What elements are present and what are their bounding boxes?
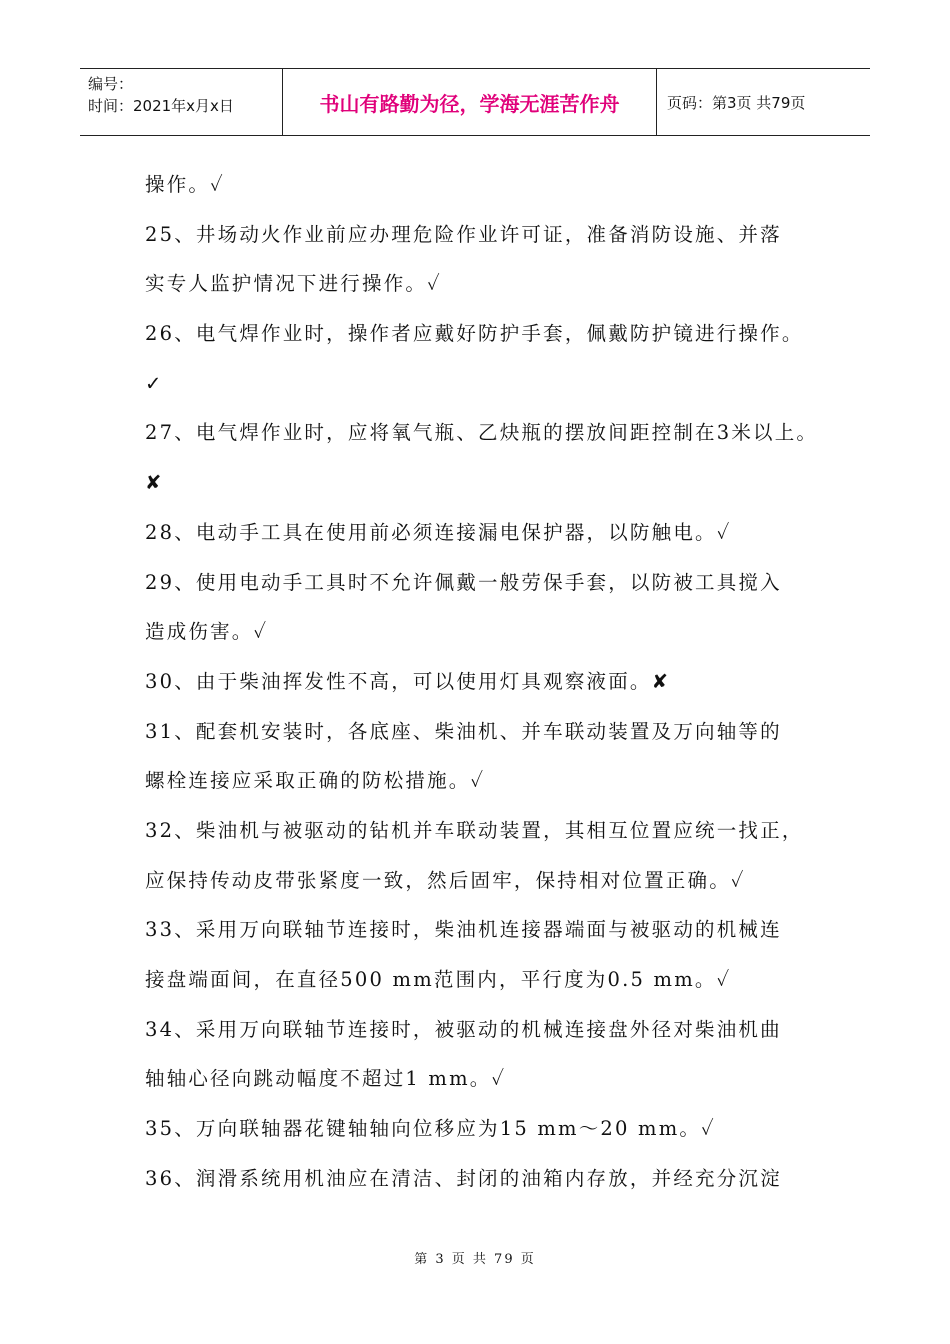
page-header (80, 68, 870, 136)
text-line: 应保持传动皮带张紧度一致，然后固牢，保持相对位置正确。✓ (145, 868, 746, 892)
text-line: 25、井场动火作业前应办理危险作业许可证，准备消防设施、并落 (145, 222, 782, 246)
header-page-info: 页码：第3页 共79页 (667, 93, 806, 112)
text-line: 35、万向联轴器花键轴轴向位移应为15 mm～20 mm。✓ (145, 1117, 716, 1141)
text-line: 接盘端面间，在直径500 mm范围内，平行度为0.5 mm。✓ (145, 968, 732, 991)
header-meta-cell (80, 69, 283, 135)
text-line: 32、柴油机与被驱动的钻机并车联动装置，其相互位置应统一找正， (145, 818, 804, 842)
text-line: 34、采用万向联轴节连接时，被驱动的机械连接盘外径对柴油机曲 (145, 1017, 782, 1041)
document-body (145, 160, 825, 1203)
document-date: 时间：2021年x月x日 (88, 97, 234, 115)
text-line: 实专人监护情况下进行操作。✓ (145, 272, 442, 296)
header-motto: 书山有路勤为径，学海无涯苦作舟 (283, 69, 657, 135)
text-line: 31、配套机安装时，各底座、柴油机、并车联动装置及万向轴等的 (145, 719, 782, 743)
text-line: 26、电气焊作业时，操作者应戴好防护手套，佩戴防护镜进行操作。 (145, 322, 804, 346)
text-line: 造成伤害。✓ (145, 620, 269, 644)
page-footer: 第 3 页 共 79 页 (414, 1252, 536, 1267)
text-line: 30、由于柴油挥发性不高，可以使用灯具观察液面。✘ (145, 669, 671, 693)
text-line: 操作。✓ (145, 173, 225, 196)
text-line: 36、润滑系统用机油应在清洁、封闭的油箱内存放，并经充分沉淀 (145, 1166, 782, 1190)
text-line: 28、电动手工具在使用前必须连接漏电保护器，以防触电。✓ (145, 520, 732, 544)
text-line: 29、使用电动手工具时不允许佩戴一般劳保手套，以防被工具搅入 (145, 570, 782, 594)
document-number-label: 编号： (88, 75, 134, 93)
text-line: 轴轴心径向跳动幅度不超过1 mm。✓ (145, 1067, 507, 1091)
text-line: ✘ (145, 471, 164, 495)
text-line: 螺栓连接应采取正确的防松措施。✓ (145, 769, 486, 793)
text-line: 33、采用万向联轴节连接时，柴油机连接器端面与被驱动的机械连 (145, 918, 782, 942)
text-line: 27、电气焊作业时，应将氧气瓶、乙炔瓶的摆放间距控制在3米以上。 (145, 421, 819, 445)
text-line: ✓ (145, 371, 164, 395)
